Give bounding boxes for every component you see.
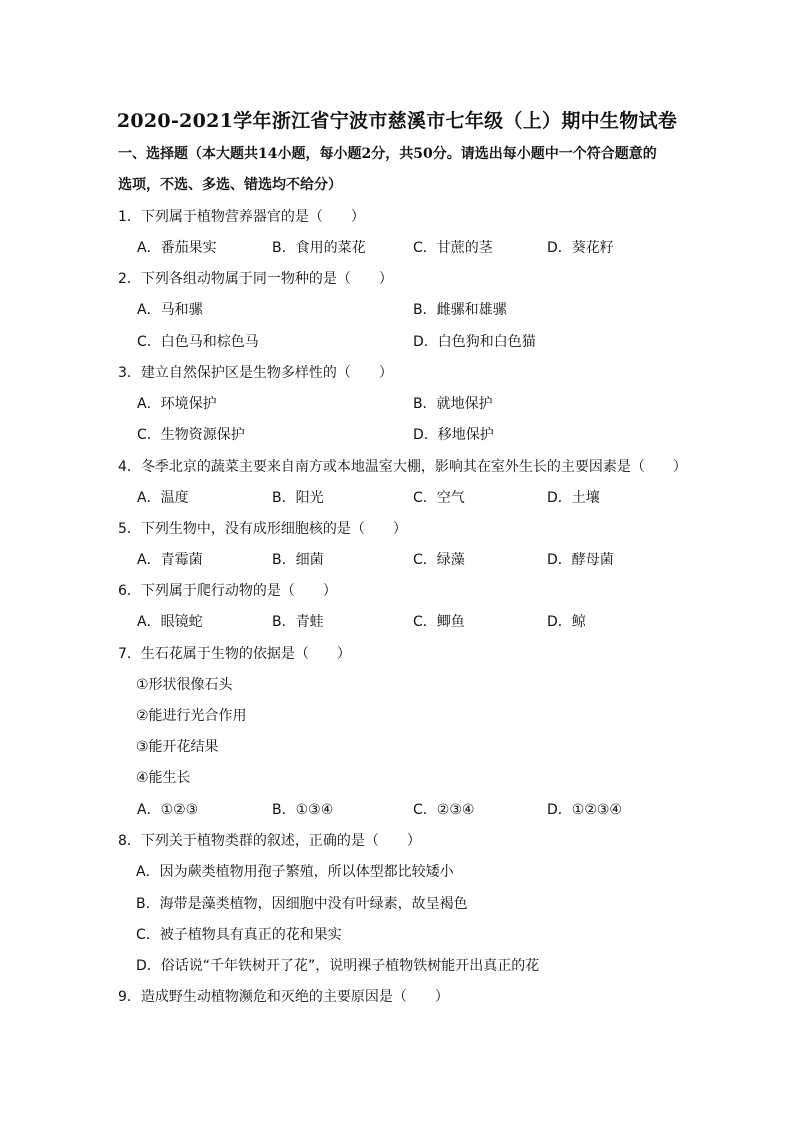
section-heading-line-1: 一、选择题（本大题共14小题，每小题2分，共50分。请选出每小题中一个符合题意的 xyxy=(118,146,657,162)
question-5-option-c: C．绿藻 xyxy=(413,552,465,568)
question-6-option-d: D．鲸 xyxy=(547,614,586,630)
question-1-option-b: B．食用的菜花 xyxy=(272,240,366,256)
question-8-option-a: A．因为蕨类植物用孢子繁殖，所以体型都比较矮小 xyxy=(136,864,454,880)
question-7-statement-4: ④能生长 xyxy=(136,770,191,786)
question-2-option-d: D．白色狗和白色猫 xyxy=(413,334,536,350)
question-6-option-a: A．眼镜蛇 xyxy=(137,614,203,630)
question-7-statement-2: ②能进行光合作用 xyxy=(136,708,247,724)
question-5-option-d: D．酵母菌 xyxy=(547,552,614,568)
section-heading xyxy=(118,139,680,201)
question-3-option-a: A．环境保护 xyxy=(137,396,217,412)
question-3-stem: 3．建立自然保护区是生物多样性的（ ） xyxy=(118,365,393,381)
question-8-stem: 8．下列关于植物类群的叙述，正确的是（ ） xyxy=(118,833,421,849)
question-7-stem: 7．生石花属于生物的依据是（ ） xyxy=(118,646,351,662)
question-7-statement-3: ③能开花结果 xyxy=(136,739,219,755)
question-6-option-c: C．鲫鱼 xyxy=(413,614,465,630)
question-6-stem: 6．下列属于爬行动物的是（ ） xyxy=(118,583,337,599)
question-2-stem: 2．下列各组动物属于同一物种的是（ ） xyxy=(118,271,393,287)
question-3-option-c: C．生物资源保护 xyxy=(137,427,245,443)
question-4-option-a: A．温度 xyxy=(137,490,189,506)
question-4-option-b: B．阳光 xyxy=(272,490,324,506)
question-6-option-b: B．青蛙 xyxy=(272,614,324,630)
question-7-option-c: C．②③④ xyxy=(413,802,475,818)
question-5-option-b: B．细菌 xyxy=(272,552,324,568)
question-1-stem: 1．下列属于植物营养器官的是（ ） xyxy=(118,209,365,225)
question-7-option-b: B．①③④ xyxy=(272,802,334,818)
question-8-option-d: D．俗话说“千年铁树开了花”，说明裸子植物铁树能开出真正的花 xyxy=(136,958,540,974)
question-9-stem: 9．造成野生动植物濒危和灭绝的主要原因是（ ） xyxy=(118,989,449,1005)
question-2-option-b: B．雌骡和雄骡 xyxy=(413,302,507,318)
question-8-option-b: B．海带是藻类植物，因细胞中没有叶绿素，故呈褐色 xyxy=(136,896,468,912)
question-1-option-d: D．葵花籽 xyxy=(547,240,614,256)
question-5-option-a: A．青霉菌 xyxy=(137,552,203,568)
question-2-option-c: C．白色马和棕色马 xyxy=(137,334,259,350)
question-3-option-d: D．移地保护 xyxy=(413,427,494,443)
question-7-option-d: D．①②③④ xyxy=(547,802,622,818)
question-2-option-a: A．马和骡 xyxy=(137,302,203,318)
section-heading-line-2: 选项，不选、多选、错选均不给分） xyxy=(118,177,342,193)
question-5-stem: 5．下列生物中，没有成形细胞核的是（ ） xyxy=(118,521,407,537)
question-7-statement-1: ①形状很像石头 xyxy=(136,677,233,693)
question-4-stem: 4．冬季北京的蔬菜主要来自南方或本地温室大棚，影响其在室外生长的主要因素是（ ） xyxy=(118,459,687,475)
question-8-option-c: C．被子植物具有真正的花和果实 xyxy=(136,927,342,943)
question-1-option-a: A．番茄果实 xyxy=(137,240,217,256)
question-4-option-c: C．空气 xyxy=(413,490,465,506)
question-1-option-c: C．甘蔗的茎 xyxy=(413,240,493,256)
question-4-option-d: D．土壤 xyxy=(547,490,600,506)
question-7-option-a: A．①②③ xyxy=(137,802,199,818)
exam-title: 2020-2021学年浙江省宁波市慈溪市七年级（上）期中生物试卷 xyxy=(116,110,678,132)
question-3-option-b: B．就地保护 xyxy=(413,396,493,412)
